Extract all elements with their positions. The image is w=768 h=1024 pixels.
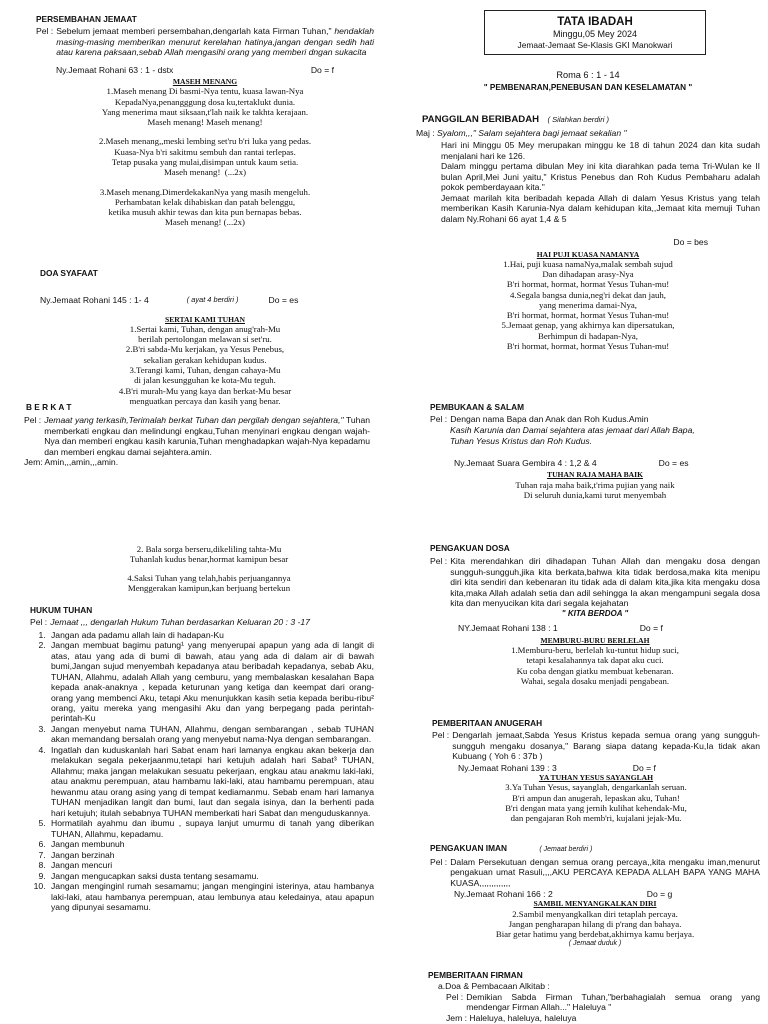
pengakuan-iman-section — [430, 843, 760, 948]
pemberitaan-firman-section — [428, 970, 760, 1023]
berkat-heading: B E R K A T — [26, 402, 72, 412]
commandments-list — [30, 630, 374, 913]
doa-syafaat-heading: DOA SYAFAAT — [40, 268, 98, 278]
doa-syafaat-section — [40, 268, 370, 406]
commandment-item: 2. Jangan membuat bagimu patung¹ yang menyerupai apapun yang ada di langit di atas, atau yang ada di bumi di bawah, atau yang ada di dalam air di bawah bumi,Jangan sujud menyembah kepadanya atau beribadah kepadanya, sebab Aku, TUHAN, Allahmu, adalah Allah yang cemburu, yang membalaskan kesalahan Bapa kepada anak-anaknya , kepada keturunan yang ketiga dan keempat dari orang-orang yang membenci Aku, tetapi Aku menunjukkan kasih setia kepada beribu-ribu² orang, yaitu mereka yang mengasihi Aku dan yang berpegang pada perintah-perintah-Ku — [48, 640, 374, 724]
pembukaan-heading: PEMBUKAAN & SALAM — [430, 402, 525, 412]
commandment-item: 6. Jangan membunuh — [48, 839, 374, 849]
persembahan-verse: 2.Maseh menang,,meski lembing set'ru b'ri luka yang pedas. Kuasa-Nya b'ri sakitmu sembuh dan rantai terlepas. Tetap pusaka yang mulai,disimpan untuk kaum setia. Maseh menang! (...2x) — [98, 136, 312, 178]
pengakuan-dosa-song-title: MEMBURU-BURU BERLELAH — [540, 635, 650, 645]
jemaat-duduk-note: ( Jemaat duduk ) — [568, 939, 622, 947]
bala-sorga-verse: 4.Saksi Tuhan yang telah,habis perjuangannya Menggerakan kamipun,kan berjuang bertekun — [127, 572, 291, 593]
panggilan-heading-row: PANGGILAN BERIBADAH ( Silahkan berdiri ) — [422, 114, 610, 125]
pemberitaan-anugerah-song-ref: Ny.Jemaat Rohani 139 : 3 Do = f — [458, 762, 656, 773]
hukum-tuhan-section — [30, 605, 374, 913]
pengakuan-dosa-verse: 1.Memburu-beru, berlelah ku-tuntut hidup suci, tetapi kesalahannya tak dapat aku cuci. Ku coba dengan giatku membuat kebenaran. Wahai, segala dosaku menjadi pengabean. — [511, 645, 679, 686]
bala-sorga-verse: 2. Bala sorga berseru,dikeliling tahta-Mu Tuhanlah kudus benar,hormat kamipun besar — [129, 544, 289, 565]
pengakuan-dosa-song-ref: NY.Jemaat Rohani 138 : 1 Do = f — [458, 623, 663, 634]
doa-syafaat-verse: 2.B'ri sabda-Mu kerjakan, ya Yesus Penebus, sekalian gerakan kehidupan kudus. — [125, 344, 285, 365]
pemberitaan-anugerah-verse: 3.Ya Tuhan Yesus, sayanglah, dengarkanlah seruan. B'ri ampun dan anugerah, lepaskan aku, Tuhan! B'ri dengan mata yang jernih kulihat kehendak-Mu, dan pengajaran Roh memb'ri, kujalani jejak-Mu. — [505, 782, 687, 824]
pemberitaan-firman-sub: a.Doa & Pembacaan Alkitab : — [438, 981, 550, 992]
commandment-item: 1. Jangan ada padamu allah lain di hadapan-Ku — [48, 630, 374, 640]
document-title: TATA IBADAH — [557, 16, 633, 28]
doa-syafaat-verse: 1.Sertai kami, Tuhan, dengan anug'rah-Mu berilah pertolongan melawan si set'ru. — [129, 323, 281, 345]
berkat-jemaat-response: Jem: Amin,,,amin,,,amin. — [24, 457, 119, 468]
commandment-item: 4. Ingatlah dan kuduskanlah hari Sabat enam hari lamanya engkau akan bekerja dan melakukan segala pekerjaanmu,tetapi hari ketujuh adalah hari Sabat³ TUHAN, Allahmu; maka jangan melakukan sesuatu pekerjaan, engkau atau anakmu laki-laki, atau anakmu perempuan, atau hambamu laki-laki, atau hambamu perempuan, atau hewanmu atau orang asing yang di tempat kediamanmu. Sebab enam hari lamanya TUHAN menjadikan langit dan bumi, laut dan segala isinya, dan Ia berhenti pada hari ketujuh; itulah sebabnya TUHAN memberkati hari Sabat dan menguduskannya. — [48, 745, 374, 818]
persembahan-verse: 3.Maseh menang.DimerdekakanNya yang masih mengeluh. Perhambatan kelak dihabiskan dan patah belenggu, ketika musuh akhir tewas dan kita pun bernapas bebas. Maseh menang! (...2x) — [99, 186, 311, 228]
commandment-item: 7. Jangan berzinah — [48, 850, 374, 860]
panggilan-para: Hari ini Minggu 05 Mey merupakan minggu ke 18 di tahun 2024 dan kita sudah menjalani hari ke 126. — [441, 140, 760, 161]
pembukaan-salam: Kasih Karunia dan Damai sejahtera atas jemaat dari Allah Bapa, Tuhan Yesus Kristus dan Roh Kudus. — [450, 424, 695, 446]
commandment-item: 10. Jangan menginginl rumah sesamamu; jangan mengingini isterinya, atau hambanya laki-laki, atau hambanya perempuan, atau lembunya atau keledainya, atau apapun yang dipunyai sesamamu. — [48, 881, 374, 912]
pengakuan-iman-verse: 2.Sambil menyangkalkan diri tetaplah percaya. Jangan pengharapan hilang di p'rang dan bahaya. Biar getar hatimu yang berdebat,akhirnya kamu berjaya. — [495, 908, 695, 940]
persembahan-song-title: MASEH MENANG — [172, 77, 238, 87]
panggilan-majelis: Maj : Syalom,,," Salam sejahtera bagi jemaat sekalian " — [416, 127, 627, 138]
reading-reference: Roma 6 : 1 - 14 — [556, 70, 620, 80]
service-theme: " PEMBENARAN,PENEBUSAN DAN KESELAMATAN " — [483, 83, 693, 92]
panggilan-verse: 5.Jemaat genap, yang akhirnya kan dipersatukan, Berhimpun di hadapan-Nya, B'ri hormat, hormat, hormat Yesus Tuhan-mu! — [501, 320, 675, 352]
panggilan-verse: 4.Segala bangsa dunia,neg'ri dekat dan jauh, yang menerima damai-Nya, B'ri hormat, hormat, hormat Yesus Tuhan-mu! — [506, 289, 670, 321]
pengakuan-dosa-heading: PENGAKUAN DOSA — [430, 543, 510, 553]
commandment-item: 3. Jangan menyebut nama TUHAN, Allahmu, dengan sembarangan , sebab TUHAN akan memandang bersalah orang yang menyebut nama-Nya dengan sembarangan. — [48, 724, 374, 745]
pembukaan-verse: Tuhan raja maha baik,t'rima pujian yang naik Di seluruh dunia,kami turut menyembah — [515, 479, 675, 500]
berkat-section — [24, 402, 370, 468]
service-date: Minggu,05 Mey 2024 — [552, 29, 638, 40]
pemberitaan-anugerah-pel: Pel : Dengarlah jemaat,Sabda Yesus Kristus kepada semua orang yang sungguh-sungguh mengaku dosanya," Barang siapa datang kepada-Ku,Ia tidak akan Kubuang ( Yoh 6 : 37b ) — [432, 730, 760, 762]
pengakuan-iman-song-title: SAMBIL MENYANGKALKAN DIRI — [533, 899, 657, 909]
pengakuan-iman-song-ref: Ny.Jemaat Rohani 166 : 2 Do = g — [454, 888, 673, 899]
pemberitaan-firman-jemaat-response: Jem : Haleluya, haleluya, haleluya — [446, 1012, 577, 1023]
panggilan-section — [416, 114, 760, 351]
persembahan-verse: 1.Maseh menang Di basmi-Nya tentu, kuasa lawan-Nya KepadaNya,penangggung dosa ku,tertaklukt dunia. Yang menerima maut siksaan,t'lah naik ke takhta kerajaan. Maseh menang! Maseh menang! — [101, 86, 309, 128]
panggilan-para: Dalam minggu pertama dibulan Mey ini kita diarahkan pada tema Tri-Wulan ke II bulan April,Mei Juni yaitu," Kristus Penebus dan Roh Kudus Pembaharu adalah pokok pemberdayaan kita." — [441, 161, 760, 193]
commandment-item: 5. Hormatilah ayahmu dan ibumu , supaya lanjut umurmu di tanah yang diberikan TUHAN, Allahmu, kepadamu. — [48, 818, 374, 839]
pengakuan-iman-heading-row: PENGAKUAN IMAN ( Jemaat berdiri ) — [430, 843, 593, 853]
commandment-item: 8. Jangan mencuri — [48, 860, 374, 870]
panggilan-song-title: HAI PUJI KUASA NAMANYA — [536, 249, 640, 259]
hukum-tuhan-heading: HUKUM TUHAN — [30, 605, 93, 615]
doa-syafaat-song-ref: Ny.Jemaat Rohani 145 : 1- 4 ( ayat 4 berdiri ) Do = es — [40, 295, 299, 306]
commandment-item: 9. Jangan mengucapkan saksi dusta tentang sesamamu. — [48, 871, 374, 881]
berkat-pel: Pel : Jemaat yang terkasih,Terimalah berkat Tuhan dan pergilah dengan sejahtera," Tuhan memberkati engkau dan melindungi engkau,Tuhan menyinari engkau dengan wajah-Nya dan memberi engkau kasih karunia,Tuhan menghadapkan wajah-Nya kepadamu dan memberi engkau damai sejahtera.amin. — [24, 415, 371, 457]
pengakuan-dosa-pel: Pel : Kita merendahkan diri dihadapan Tuhan Allah dan mengaku dosa dengan sungguh-sungguh,jika kita berkata,bahwa kita tidak berdosa,maka kita menipu diri kita sendiri dan kebenaran itu tidak ada di dalam kita,jika kita mengaku dosa kita,maka Allah adalah setia dan adil sehingga Ia akan mengampuni segala dosa kita dan menyucikan kita dari segala kejahatan — [430, 556, 760, 609]
pemberitaan-anugerah-section — [432, 718, 760, 823]
pengakuan-dosa-section — [430, 543, 760, 686]
persembahan-heading: PERSEMBAHAN JEMAAT — [36, 14, 137, 24]
bala-sorga-verses — [48, 544, 370, 593]
pemberitaan-anugerah-heading: PEMBERITAAN ANUGERAH — [432, 718, 543, 728]
congregation-name: Jemaat-Jemaat Se-Klasis GKI Manokwari — [517, 39, 673, 50]
panggilan-verse: 1.Hai, puji kuasa namaNya,malak sembah sujud Dan dihadapan arasy-Nya B'ri hormat, hormat, hormat Yesus Tuhan-mu! — [503, 258, 673, 290]
pemberitaan-firman-heading: PEMBERITAAN FIRMAN — [428, 970, 523, 980]
hukum-tuhan-pel: Pel : Jemaat ,,, dengarlah Hukum Tuhan berdasarkan Keluaran 20 : 3 -17 — [30, 617, 310, 628]
pemberitaan-firman-pel: Pel : Demikian Sabda Firman Tuhan,"berbahagialah semua orang yang mendengar Firman Allah..." Haleluya " — [446, 991, 760, 1013]
pembukaan-song-title: TUHAN RAJA MAHA BAIK — [547, 470, 643, 480]
doa-syafaat-verse: 4.B'ri murah-Mu yang kaya dan berkat-Mu besar menguatkan percaya dan kasih yang benar. — [118, 385, 292, 406]
doa-syafaat-verse: 3.Terangi kami, Tuhan, dengan cahaya-Mu di jalan kesungguhan ke kota-Mu teguh. — [129, 364, 281, 386]
panggilan-para: Jemaat marilah kita beribadah kepada Allah di dalam Yesus Kristus yang telah memberikan Kasih Karunia-Nya dalam kehidupan kita,,Jemaat kita memuji Tuhan dalam Ny.Rohani 66 ayat 1,4 & 5 — [441, 192, 760, 224]
doa-syafaat-song-title: SERTAI KAMI TUHAN — [164, 314, 246, 324]
pengakuan-iman-pel: Pel : Dalam Persekutuan dengan semua orang percaya,,kita mengaku iman,menurut pengakuan umat Rasuli,,,,AKU PERCAYA KEPADA ALLAH BAPA YANG MAHA KUASA,,,,,,,,,,,,, — [430, 856, 760, 888]
persembahan-section — [36, 14, 374, 228]
persembahan-pel: Pel : Sebelum jemaat memberi persembahan,dengarlah kata Firman Tuhan," hendaklah masing-masing memberikan menurut kerelahan hatinya,jangan dengan sedih hati atau karena paksaan,sebab Allah mengasihi orang yang memberi dngan sukacita — [36, 26, 374, 58]
panggilan-song-key: Do = bes — [673, 237, 708, 248]
title-box — [484, 10, 706, 55]
kita-berdoa: " KITA BERDOA " — [561, 608, 629, 618]
persembahan-song-ref: Ny.Jemaat Rohani 63 : 1 - dstx Do = f — [56, 64, 334, 75]
pemberitaan-anugerah-song-title: YA TUHAN YESUS SAYANGLAH — [538, 773, 654, 783]
pembukaan-section — [430, 402, 760, 500]
pembukaan-pel: Pel : Dengan nama Bapa dan Anak dan Roh Kudus.Amin — [430, 414, 649, 425]
pembukaan-song-ref: Ny.Jemaat Suara Gembira 4 : 1,2 & 4 Do = es — [454, 457, 689, 468]
